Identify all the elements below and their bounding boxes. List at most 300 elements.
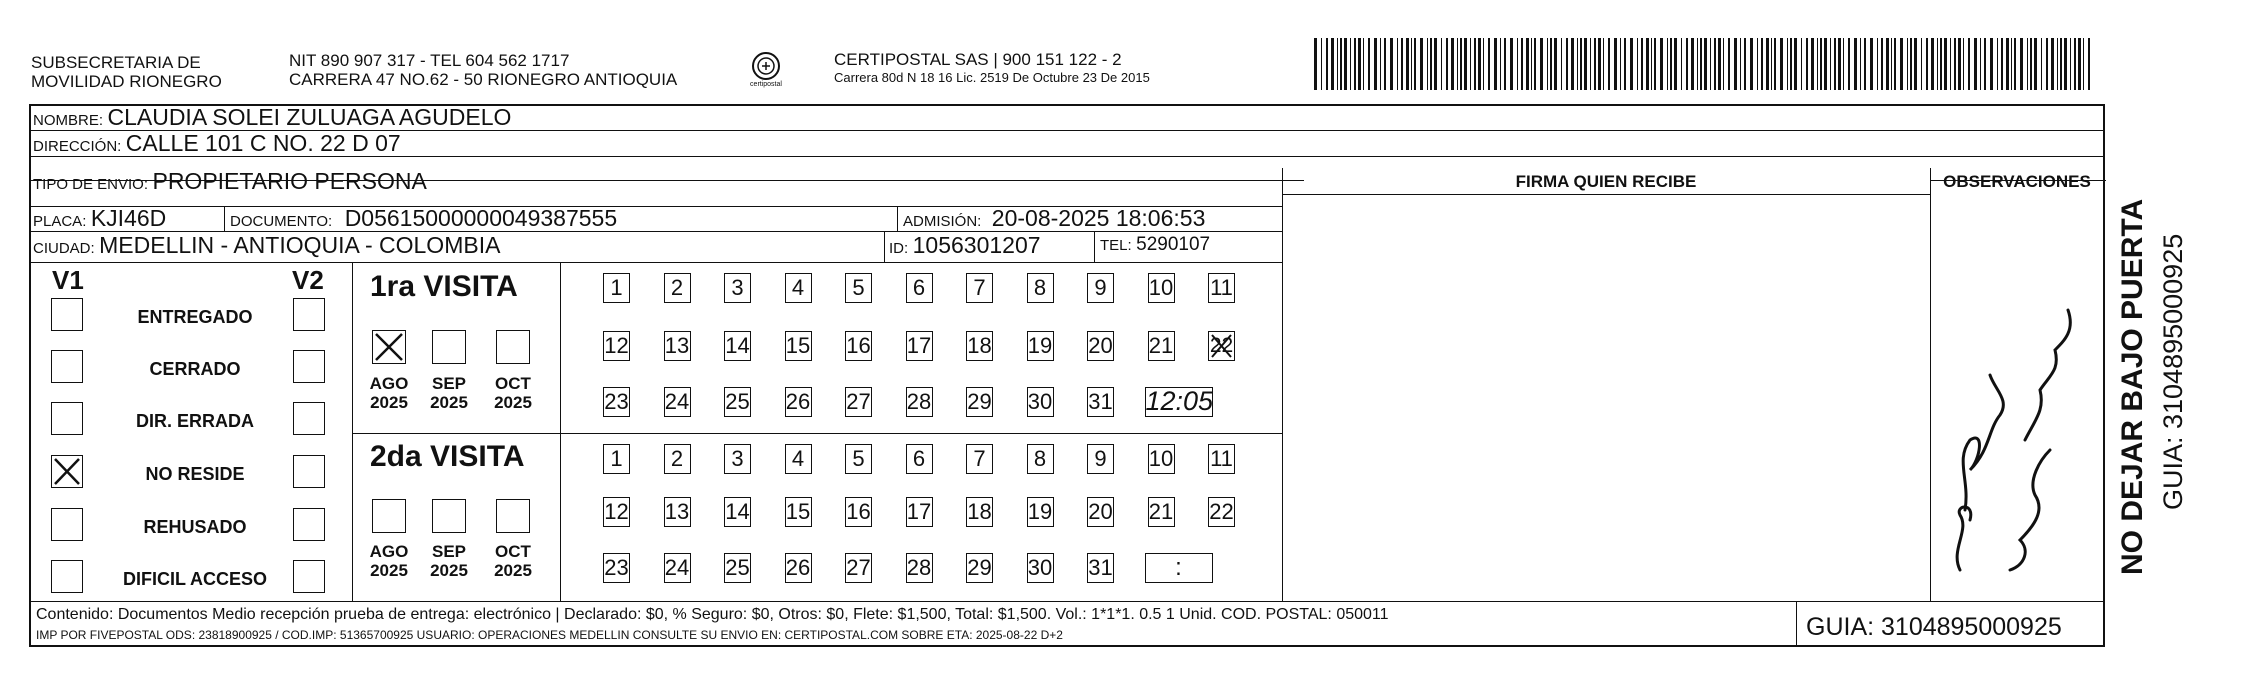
day-box[interactable]: 28 xyxy=(906,387,933,417)
carrier-info xyxy=(834,50,1150,86)
tel-label: TEL: xyxy=(1100,237,1132,254)
barcode-bar xyxy=(1843,38,1844,90)
barcode-bar xyxy=(1940,38,1942,90)
barcode-bar xyxy=(1561,38,1562,90)
barcode-bar xyxy=(1907,38,1908,90)
day-box[interactable]: 15 xyxy=(785,497,812,527)
day-box[interactable]: 28 xyxy=(906,553,933,583)
placa-label: PLACA: xyxy=(33,213,87,230)
barcode-bar xyxy=(1464,38,1467,90)
sender-line-2: MOVILIDAD RIONEGRO xyxy=(31,72,222,91)
barcode-bar xyxy=(1614,38,1617,90)
status-label: ENTREGADO xyxy=(137,307,253,327)
barcode-bar xyxy=(1380,38,1381,90)
admision-field xyxy=(903,205,1205,235)
barcode-bar xyxy=(1744,38,1746,90)
nombre-value: CLAUDIA SOLEI ZULUAGA AGUDELO xyxy=(107,104,512,130)
handwritten-signature xyxy=(1940,280,2090,580)
barcode-bar xyxy=(1321,38,1322,90)
month-name: OCT xyxy=(495,374,531,393)
month-label xyxy=(490,542,536,580)
barcode-bar xyxy=(1397,38,1398,90)
carrier-line-2: Carrera 80d N 18 16 Lic. 2519 De Octubre 23 De 2015 xyxy=(834,70,1150,85)
barcode-bar xyxy=(1401,38,1403,90)
barcode-bar xyxy=(1997,38,1998,90)
barcode-bar xyxy=(1358,38,1361,90)
barcode-bar xyxy=(1686,38,1688,90)
sender-address: CARRERA 47 NO.62 - 50 RIONEGRO ANTIOQUIA xyxy=(289,70,678,89)
day-box[interactable]: 17 xyxy=(906,331,933,361)
barcode-bar xyxy=(1517,38,1518,90)
barcode-bar xyxy=(1670,38,1672,90)
barcode-bar xyxy=(1603,38,1604,90)
barcode-bar xyxy=(1384,38,1386,90)
barcode-bar xyxy=(1540,38,1543,90)
barcode-bar xyxy=(1411,38,1412,90)
v1-checkbox[interactable] xyxy=(51,298,83,331)
barcode-bar xyxy=(1817,38,1818,90)
day-box[interactable]: 5 xyxy=(845,273,872,303)
barcode-bar xyxy=(1446,38,1448,90)
direccion-field xyxy=(33,130,401,160)
barcode-bar xyxy=(1654,38,1656,90)
barcode-bar xyxy=(2088,38,2090,90)
day-box[interactable]: 6 xyxy=(906,273,933,303)
visit2-title: 2da VISITA xyxy=(370,440,525,473)
barcode-bar xyxy=(1350,38,1351,90)
barcode-bar xyxy=(1337,38,1338,90)
documento-label: DOCUMENTO: xyxy=(230,213,333,230)
barcode-bar xyxy=(1331,38,1334,90)
barcode-bar xyxy=(1944,38,1947,90)
barcode-bar xyxy=(2011,38,2012,90)
tipo-envio-label: TIPO DE ENVIO: xyxy=(33,176,149,193)
month-label xyxy=(426,374,472,412)
day-box[interactable]: 14 xyxy=(724,497,751,527)
barcode-bar xyxy=(1420,38,1423,90)
day-box[interactable]: 16 xyxy=(845,331,872,361)
v1-checkbox[interactable] xyxy=(51,455,83,488)
day-box[interactable]: 20 xyxy=(1087,331,1114,361)
barcode-bar xyxy=(1774,38,1776,90)
barcode-bar xyxy=(1608,38,1610,90)
v2-checkbox[interactable] xyxy=(293,350,325,383)
sender-nit: NIT 890 907 317 - TEL 604 562 1717 xyxy=(289,51,570,70)
day-box[interactable]: 4 xyxy=(785,444,812,474)
barcode-bar xyxy=(1704,38,1707,90)
barcode-bar xyxy=(1681,38,1682,90)
barcode-bar xyxy=(2057,38,2058,90)
sender-contact xyxy=(289,51,677,89)
observaciones-header: OBSERVACIONES xyxy=(1943,172,2091,191)
barcode-bar xyxy=(1406,38,1409,90)
barcode-bar xyxy=(1427,38,1428,90)
barcode-bar xyxy=(1510,38,1513,90)
barcode-bar xyxy=(1390,38,1393,90)
tel-value: 5290107 xyxy=(1136,234,1211,255)
day-box[interactable]: 25 xyxy=(724,553,751,583)
day-box[interactable]: 19 xyxy=(1027,497,1054,527)
day-box[interactable] xyxy=(1208,331,1235,361)
tel-field xyxy=(1100,232,1210,259)
barcode-bar xyxy=(2064,38,2067,90)
day-box[interactable]: 10 xyxy=(1148,444,1175,474)
logo-caption: certipostal xyxy=(750,81,782,88)
month-year: 2025 xyxy=(494,393,532,412)
v1-checkbox[interactable] xyxy=(51,350,83,383)
barcode-bar xyxy=(1780,38,1783,90)
barcode-bar xyxy=(1344,38,1347,90)
barcode-bar xyxy=(1340,38,1342,90)
status-label: DIR. ERRADA xyxy=(135,411,254,431)
barcode-bar xyxy=(1488,38,1490,90)
day-box[interactable]: 29 xyxy=(966,387,993,417)
id-field xyxy=(889,232,1041,262)
sender-name xyxy=(31,53,222,91)
month-checkbox[interactable] xyxy=(432,330,466,364)
barcode-bar xyxy=(2083,38,2084,90)
month-year: 2025 xyxy=(370,393,408,412)
ciudad-label: CIUDAD: xyxy=(33,240,95,257)
v2-header: V2 xyxy=(292,265,324,295)
barcode-bar xyxy=(1374,38,1377,90)
barcode-bar xyxy=(1834,38,1836,90)
barcode-bar xyxy=(1838,38,1841,90)
sender-line-1: SUBSECRETARIA DE xyxy=(31,53,201,72)
day-box[interactable]: 29 xyxy=(966,553,993,583)
barcode-bar xyxy=(1674,38,1677,90)
placa-field xyxy=(33,205,166,235)
day-box[interactable]: 31 xyxy=(1087,553,1114,583)
admision-label: ADMISIÓN: xyxy=(903,213,982,230)
day-box[interactable]: 9 xyxy=(1087,444,1114,474)
day-box[interactable]: 31 xyxy=(1087,387,1114,417)
barcode-bar xyxy=(1968,38,1970,90)
day-box[interactable]: 11 xyxy=(1208,273,1235,303)
barcode-bar xyxy=(1691,38,1694,90)
direccion-value: CALLE 101 C NO. 22 D 07 xyxy=(125,130,401,156)
ciudad-field xyxy=(33,232,500,262)
footer-contents: Contenido: Documentos Medio recepción prueba de entrega: electrónico | Declarado: $0, % Seguro: $0, Otros: $0, Flete: $1,500, Total: $1,500. Vol.: 1*1*1. 0.5 1 Unid. COD. POSTAL: 050011 xyxy=(36,606,1389,623)
day-box[interactable]: 9 xyxy=(1087,273,1114,303)
v1-header: V1 xyxy=(52,265,84,295)
barcode-bar xyxy=(1714,38,1716,90)
barcode-bar xyxy=(1594,38,1596,90)
barcode-bar xyxy=(1931,38,1934,90)
barcode-bar xyxy=(1881,38,1883,90)
barcode-bar xyxy=(1598,38,1601,90)
id-value: 1056301207 xyxy=(912,232,1041,258)
barcode-bar xyxy=(1877,38,1878,90)
day-box[interactable]: 8 xyxy=(1027,444,1054,474)
certipostal-logo xyxy=(745,50,787,92)
barcode-bar xyxy=(2020,38,2023,90)
barcode-bar xyxy=(1864,38,1866,90)
month-checkbox[interactable] xyxy=(496,499,530,533)
barcode-bar xyxy=(1500,38,1501,90)
barcode-bar xyxy=(1870,38,1873,90)
barcode-bar xyxy=(1824,38,1827,90)
day-box[interactable]: 19 xyxy=(1027,331,1054,361)
day-box[interactable]: 13 xyxy=(664,331,691,361)
barcode-bar xyxy=(1434,38,1437,90)
month-checkbox[interactable] xyxy=(496,330,530,364)
barcode-bar xyxy=(1571,38,1574,90)
v2-checkbox[interactable] xyxy=(293,508,325,541)
barcode-bar xyxy=(1646,38,1649,90)
month-name: SEP xyxy=(431,374,467,393)
barcode-bar xyxy=(1757,38,1758,90)
barcode-bar xyxy=(1354,38,1356,90)
barcode-bar xyxy=(2060,38,2062,90)
barcode-bar xyxy=(1478,38,1481,90)
barcode-bar xyxy=(1740,38,1741,90)
barcode-bar xyxy=(1326,38,1328,90)
barcode-bar xyxy=(2051,38,2054,90)
day-box[interactable]: 23 xyxy=(603,553,630,583)
day-box[interactable]: 7 xyxy=(966,273,993,303)
barcode-bar xyxy=(1921,38,1922,90)
barcode-bar xyxy=(1718,38,1721,90)
day-box[interactable]: 13 xyxy=(664,497,691,527)
v1-checkbox[interactable] xyxy=(51,560,83,593)
barcode-bar xyxy=(2001,38,2003,90)
barcode-bar xyxy=(1620,38,1621,90)
barcode-bar xyxy=(2027,38,2028,90)
day-box[interactable]: 10 xyxy=(1148,273,1175,303)
barcode-bar xyxy=(1584,38,1587,90)
v1-checkbox[interactable] xyxy=(51,508,83,541)
barcode-bar xyxy=(1787,38,1788,90)
barcode-bar xyxy=(1474,38,1476,90)
day-box[interactable]: 26 xyxy=(785,387,812,417)
day-box[interactable]: 23 xyxy=(603,387,630,417)
v2-checkbox[interactable] xyxy=(293,298,325,331)
month-name: AGO xyxy=(369,542,409,561)
barcode-bar xyxy=(1368,38,1370,90)
day-box[interactable]: 1 xyxy=(603,444,630,474)
barcode-bar xyxy=(1830,38,1831,90)
v2-checkbox[interactable] xyxy=(293,560,325,593)
barcode-bar xyxy=(1806,38,1808,90)
barcode-bar xyxy=(1547,38,1548,90)
month-label xyxy=(366,542,412,580)
barcode-bar xyxy=(1900,38,1903,90)
month-label xyxy=(366,374,412,412)
barcode-bar xyxy=(1451,38,1454,90)
barcode-bar xyxy=(1660,38,1663,90)
direccion-label: DIRECCIÓN: xyxy=(33,138,122,155)
barcode-bar xyxy=(2041,38,2042,90)
month-checkbox[interactable] xyxy=(372,330,406,364)
barcode-bar xyxy=(1790,38,1792,90)
day-box[interactable]: 6 xyxy=(906,444,933,474)
day-box[interactable]: 27 xyxy=(845,553,872,583)
day-box[interactable]: 15 xyxy=(785,331,812,361)
barcode-bar xyxy=(1641,38,1643,90)
barcode-bar xyxy=(1914,38,1917,90)
day-box[interactable]: 14 xyxy=(724,331,751,361)
barcode xyxy=(1314,38,2091,90)
barcode-bar xyxy=(2078,38,2081,90)
day-box[interactable]: 25 xyxy=(724,387,751,417)
barcode-bar xyxy=(1700,38,1702,90)
v2-checkbox[interactable] xyxy=(293,402,325,435)
barcode-bar xyxy=(1734,38,1737,90)
day-box[interactable]: 20 xyxy=(1087,497,1114,527)
firma-header: FIRMA QUIEN RECIBE xyxy=(1515,172,1697,191)
barcode-bar xyxy=(2014,38,2016,90)
barcode-bar xyxy=(2046,38,2048,90)
barcode-bar xyxy=(1990,38,1993,90)
day-box[interactable]: 18 xyxy=(966,331,993,361)
day-box[interactable]: 3 xyxy=(724,273,751,303)
v1-checkbox[interactable] xyxy=(51,402,83,435)
barcode-bar xyxy=(1894,38,1896,90)
barcode-bar xyxy=(2006,38,2009,90)
status-label: CERRADO xyxy=(149,359,241,379)
month-name: SEP xyxy=(431,542,467,561)
day-box[interactable]: 26 xyxy=(785,553,812,583)
barcode-bar xyxy=(1854,38,1857,90)
day-box[interactable]: 2 xyxy=(664,444,691,474)
barcode-bar xyxy=(1550,38,1552,90)
barcode-bar xyxy=(1460,38,1462,90)
tipo-envio-value: PROPIETARIO PERSONA xyxy=(152,168,427,194)
time-box[interactable]: 12:05 xyxy=(1145,386,1214,416)
day-box[interactable]: 5 xyxy=(845,444,872,474)
barcode-bar xyxy=(1963,38,1964,90)
barcode-bar xyxy=(1566,38,1568,90)
status-label: DIFICIL ACCESO xyxy=(122,569,267,589)
barcode-bar xyxy=(1801,38,1802,90)
day-box[interactable]: 8 xyxy=(1027,273,1054,303)
barcode-bar xyxy=(1954,38,1956,90)
tipo-envio-field xyxy=(33,168,427,198)
barcode-bar xyxy=(1534,38,1536,90)
day-box[interactable]: 12 xyxy=(603,497,630,527)
barcode-bar xyxy=(1974,38,1977,90)
barcode-bar xyxy=(1910,38,1912,90)
day-box[interactable]: 30 xyxy=(1027,553,1054,583)
month-checkbox[interactable] xyxy=(432,499,466,533)
day-box[interactable]: 11 xyxy=(1208,444,1235,474)
barcode-bar xyxy=(1430,38,1432,90)
day-box[interactable]: 22 xyxy=(1208,497,1235,527)
day-box[interactable]: 24 xyxy=(664,387,691,417)
barcode-bar xyxy=(1624,38,1626,90)
month-name: AGO xyxy=(369,374,409,393)
v2-checkbox[interactable] xyxy=(293,455,325,488)
barcode-bar xyxy=(1494,38,1497,90)
barcode-bar xyxy=(1811,38,1814,90)
day-box[interactable]: 7 xyxy=(966,444,993,474)
day-box[interactable]: 30 xyxy=(1027,387,1054,417)
barcode-bar xyxy=(1667,38,1668,90)
footer-print-info: IMP POR FIVEPOSTAL ODS: 23818900925 / COD.IMP: 51365700925 USUARIO: OPERACIONES MEDELLIN CONSULTE SU ENVIO EN: CERTIPOSTAL.COM SOBRE ETA: 2025-08-22 D+2 xyxy=(36,628,1063,642)
day-box[interactable]: 21 xyxy=(1148,331,1175,361)
barcode-bar xyxy=(1521,38,1523,90)
month-label xyxy=(490,374,536,412)
barcode-bar xyxy=(1980,38,1981,90)
month-year: 2025 xyxy=(430,561,468,580)
footer-guia-number: GUIA: 3104895000925 xyxy=(1806,613,2062,641)
day-box[interactable]: 27 xyxy=(845,387,872,417)
barcode-bar xyxy=(1457,38,1458,90)
barcode-bar xyxy=(1723,38,1724,90)
barcode-bar xyxy=(1314,38,1317,90)
id-label: ID: xyxy=(889,240,909,257)
day-box[interactable]: 2 xyxy=(664,273,691,303)
barcode-bar xyxy=(2034,38,2037,90)
day-box[interactable]: 21 xyxy=(1148,497,1175,527)
barcode-bar xyxy=(1848,38,1850,90)
barcode-bar xyxy=(1554,38,1557,90)
barcode-bar xyxy=(1794,38,1797,90)
status-label: REHUSADO xyxy=(143,517,247,537)
barcode-bar xyxy=(1590,38,1591,90)
barcode-bar xyxy=(1926,38,1928,90)
month-checkbox[interactable] xyxy=(372,499,406,533)
month-label xyxy=(426,542,472,580)
day-box[interactable]: 18 xyxy=(966,497,993,527)
day-box[interactable]: 4 xyxy=(785,273,812,303)
barcode-bar xyxy=(1984,38,1986,90)
barcode-bar xyxy=(1860,38,1861,90)
ciudad-value: MEDELLIN - ANTIOQUIA - COLOMBIA xyxy=(99,232,501,258)
day-box[interactable]: 16 xyxy=(845,497,872,527)
placa-value: KJI46D xyxy=(90,205,167,231)
barcode-bar xyxy=(1637,38,1638,90)
status-label: NO RESIDE xyxy=(145,464,245,484)
day-box[interactable]: 12 xyxy=(603,331,630,361)
month-year: 2025 xyxy=(370,561,408,580)
day-box[interactable]: 17 xyxy=(906,497,933,527)
nombre-label: NOMBRE: xyxy=(33,112,104,129)
barcode-bar xyxy=(1414,38,1416,90)
barcode-bar xyxy=(1363,38,1364,90)
barcode-bar xyxy=(1761,38,1763,90)
documento-value: D05615000000049387555 xyxy=(344,205,618,231)
barcode-bar xyxy=(1766,38,1769,90)
barcode-bar xyxy=(1577,38,1578,90)
barcode-bar xyxy=(1697,38,1698,90)
day-number: 22 xyxy=(1209,334,1234,357)
day-box[interactable]: 24 xyxy=(664,553,691,583)
barcode-bar xyxy=(1531,38,1532,90)
barcode-bar xyxy=(1710,38,1711,90)
side-guia-number: GUIA: 3104895000925 xyxy=(2158,233,2188,510)
documento-field xyxy=(230,205,617,235)
barcode-bar xyxy=(1526,38,1529,90)
barcode-bar xyxy=(1950,38,1951,90)
carrier-line-1: CERTIPOSTAL SAS | 900 151 122 - 2 xyxy=(834,50,1122,69)
admision-value: 20-08-2025 18:06:53 xyxy=(991,205,1206,231)
barcode-bar xyxy=(1728,38,1730,90)
barcode-bar xyxy=(1886,38,1889,90)
time-box[interactable]: : xyxy=(1145,553,1213,583)
visit1-title: 1ra VISITA xyxy=(370,270,518,303)
barcode-bar xyxy=(1504,38,1506,90)
barcode-bar xyxy=(1441,38,1442,90)
month-year: 2025 xyxy=(430,393,468,412)
barcode-bar xyxy=(1937,38,1938,90)
day-box[interactable]: 3 xyxy=(724,444,751,474)
day-box[interactable]: 1 xyxy=(603,273,630,303)
barcode-bar xyxy=(2074,38,2076,90)
barcode-bar xyxy=(1651,38,1652,90)
barcode-bar xyxy=(1580,38,1582,90)
